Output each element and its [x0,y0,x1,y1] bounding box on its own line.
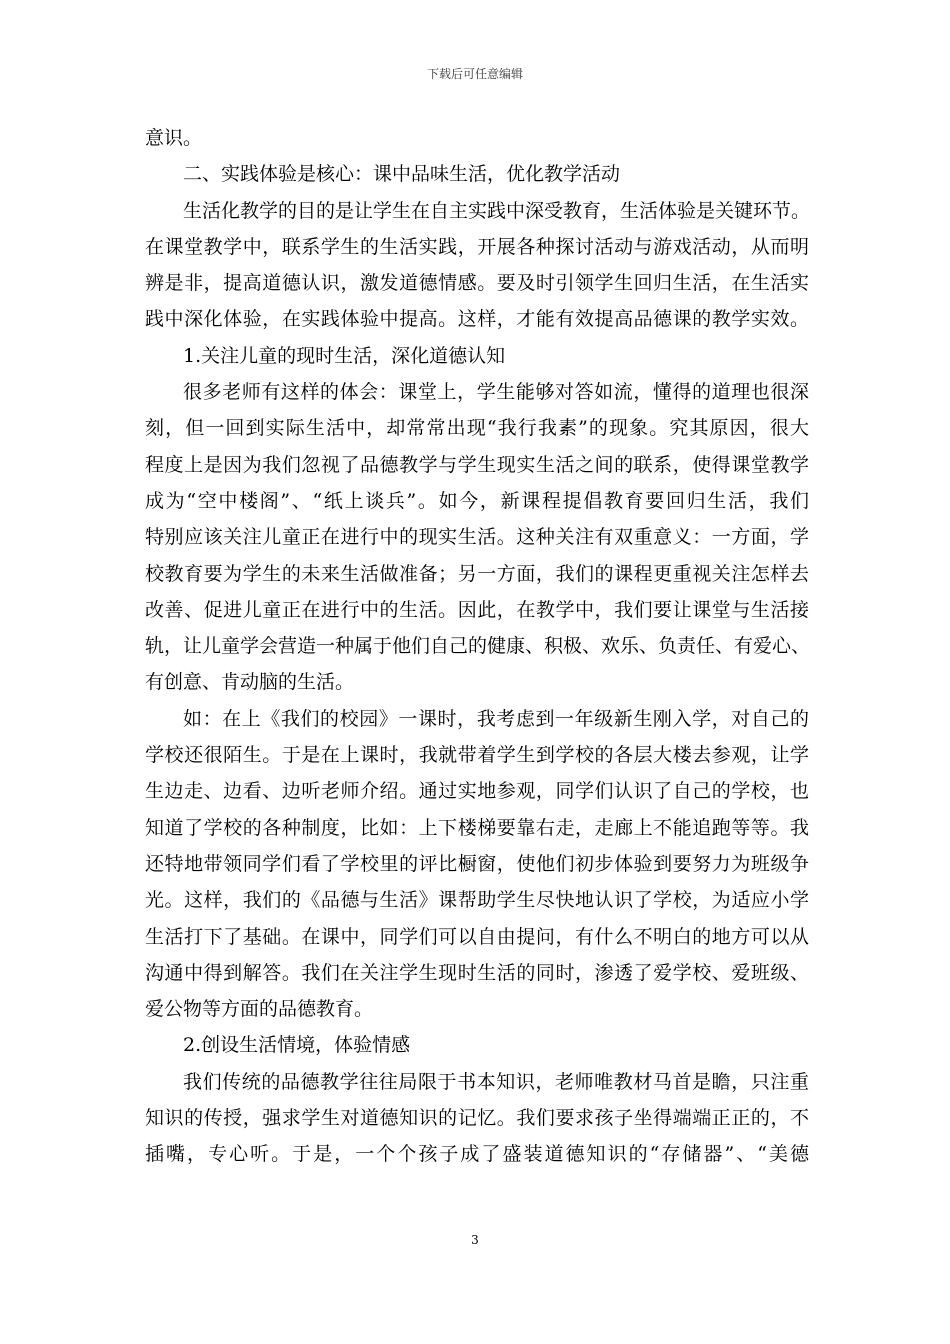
text-line: 还特地带领同学们看了学校里的评比橱窗，使他们初步体验到要努力为班级争 [145,852,809,875]
text-line: 爱公物等方面的品德教育。 [145,998,374,1021]
text-line: 辨是非，提高道德认识，激发道德情感。要及时引领学生回归生活，在生活实 [145,272,809,295]
text-line: 我们传统的品德教学往往局限于书本知识，老师唯教材马首是瞻，只注重 [183,1070,809,1093]
text-line: 如：在上《我们的校园》一课时，我考虑到一年级新生刚入学，对自己的 [183,707,809,730]
text-line: 插嘴，专心听。于是，一个个孩子成了盛装道德知识的“存储器”、“美德 [145,1143,809,1166]
text-line: 轨，让儿童学会营造一种属于他们自己的健康、积极、欢乐、负责任、有爱心、 [145,635,811,658]
text-line: 二、实践体验是核心：课中品味生活，优化教学活动 [183,163,621,186]
text-line: 程度上是因为我们忽视了品德教学与学生现实生活之间的联系，使得课堂教学 [145,453,809,476]
text-line: 践中深化体验，在实践体验中提高。这样，才能有效提高品德课的教学实效。 [145,308,809,331]
text-line: 生活化教学的目的是让学生在自主实践中深受教育，生活体验是关键环节。 [183,199,811,222]
text-line: 刻，但一回到实际生活中，却常常出现“我行我素”的现象。究其原因，很大 [145,417,809,440]
document-body [145,120,809,1173]
text-line: 改善、促进儿童正在进行中的生活。因此，在教学中，我们要让课堂与生活接 [145,598,809,621]
text-line: 2.创设生活情境，体验情感 [183,1034,411,1057]
text-line: 1.关注儿童的现时生活，深化道德认知 [183,344,506,367]
text-line: 知道了学校的各种制度，比如：上下楼梯要靠右走，走廊上不能追跑等等。我 [145,816,809,839]
text-line: 知识的传授，强求学生对道德知识的记忆。我们要求孩子坐得端端正正的，不 [145,1107,809,1130]
text-line: 沟通中得到解答。我们在关注学生现时生活的同时，渗透了爱学校、爱班级、 [145,961,809,984]
text-line: 意识。 [145,127,203,149]
text-line: 生活打下了基础。在课中，同学们可以自由提问，有什么不明白的地方可以从 [145,925,809,948]
page-number: 3 [471,1233,479,1247]
page-header: 下载后可任意编辑 [426,67,523,81]
text-line: 光。这样，我们的《品德与生活》课帮助学生尽快地认识了学校，为适应小学 [145,889,809,912]
text-line: 校教育要为学生的未来生活做准备；另一方面，我们的课程更重视关注怎样去 [145,562,809,585]
text-line: 成为“空中楼阁”、“纸上谈兵”。如今，新课程提倡教育要回归生活，我们 [145,489,809,512]
text-line: 生边走、边看、边听老师介绍。通过实地参观，同学们认识了自己的学校，也 [145,780,809,803]
text-line: 在课堂教学中，联系学生的生活实践，开展各种探讨活动与游戏活动，从而明 [145,235,809,258]
text-line: 很多老师有这样的体会：课堂上，学生能够对答如流，懂得的道理也很深 [183,381,809,404]
text-line: 特别应该关注儿童正在进行中的现实生活。这种关注有双重意义：一方面，学 [145,526,809,549]
text-line: 有创意、肯动脑的生活。 [145,671,355,694]
text-line: 学校还很陌生。于是在上课时，我就带着学生到学校的各层大楼去参观，让学 [145,744,809,767]
